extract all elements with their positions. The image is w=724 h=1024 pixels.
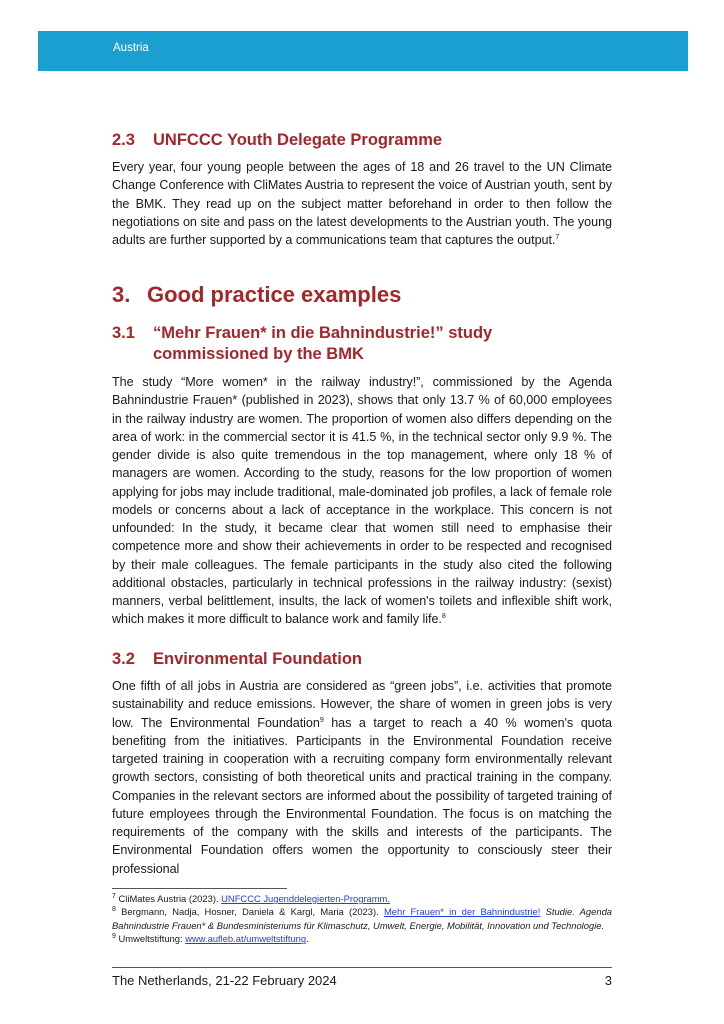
footnote-text: CliMates Austria (2023). <box>115 893 222 904</box>
section-3-heading <box>112 281 612 309</box>
section-3-1-paragraph <box>112 373 612 629</box>
section-2-3-paragraph <box>112 158 612 249</box>
section-2-3 <box>112 129 612 249</box>
section-3 <box>112 281 612 309</box>
footnote-link[interactable]: www.aufleb.at/umweltstiftung <box>185 933 307 945</box>
section-number: 2.3 <box>112 131 135 149</box>
section-number: 3.2 <box>112 650 135 668</box>
footnote-text-end: . <box>306 933 309 945</box>
footnote-text: Umweltstiftung: <box>115 933 186 945</box>
paragraph-text: The study “More women* in the railway industry!”, commissioned by the Agenda Bahnindustrie Frauen* (published in 2023), shows that only 13.7 % of 60,000 employees in the railway industry are women. The proportion of women also differs depending on the area of work: in the commercial sector it is 41.5 %, in the technical sector only 9.9 %. The gender divide is also quite tremendous in the top management, where only 18 % of managers are women. According to the study, reasons for the low proportion of women applying for jobs may include traditional, male-dominated job profiles, a lack of female role models or concerns about a lack of acceptance in the workplace. This concern is not unfounded: In the study, it became clear that women still need to emphasise their competence more and show their achievements in order to be respected and recognised by their male colleagues. The female participants in the study also cited the following additional obstacles, particularly in technical professions in the railway industry: (sexist) manners, verbal belittlement, insults, the lack of women's toilets and inflexible shift work, which makes it more difficult to balance work and family life. <box>112 375 612 627</box>
footnote-number: 9 <box>112 933 116 941</box>
paragraph-text-a: One fifth of all jobs in Austria are considered as “green jobs”, i.e. activities that promote sustainability and reduce emissions. However, the share of women in green jobs is very low. The Environmental Foundation <box>112 679 612 730</box>
footnote-number: 7 <box>112 892 116 900</box>
footnote-ref-7[interactable]: 7 <box>555 233 560 241</box>
section-title: Good practice examples <box>147 282 402 307</box>
footnote-link[interactable]: Mehr Frauen* in der Bahnindustrie! <box>383 906 541 918</box>
footnote-ref-9[interactable]: 9 <box>319 716 324 724</box>
section-number: 3.1 <box>112 324 135 342</box>
section-title: Environmental Foundation <box>153 650 362 668</box>
footnote-ref-8[interactable]: 8 <box>441 613 446 621</box>
section-3-1 <box>112 323 612 629</box>
footer-divider <box>112 967 612 968</box>
section-3-1-heading <box>112 323 612 365</box>
footnote-link[interactable]: UNFCCC Jugenddelegierten-Programm. <box>221 893 390 904</box>
footnotes <box>112 892 612 946</box>
footnote-italic-text: Studie. Agenda Bahnindustrie Frauen* & Bundesministeriums für Klimaschutz, Umwelt, Energie, Mobilität, Innovation und Technologie. <box>112 906 612 931</box>
section-title: UNFCCC Youth Delegate Programme <box>153 131 443 149</box>
section-2-3-heading <box>112 129 612 151</box>
footnote-8 <box>112 905 612 932</box>
header-country-label: Austria <box>113 42 149 54</box>
section-3-2 <box>112 648 612 878</box>
footnote-9 <box>112 932 612 945</box>
footnote-number: 8 <box>112 906 116 914</box>
footer-event-text: The Netherlands, 21-22 February 2024 <box>112 973 337 988</box>
header-bar <box>38 31 688 71</box>
section-number: 3. <box>112 282 131 307</box>
section-3-2-paragraph <box>112 677 612 878</box>
section-title: “Mehr Frauen* in die Bahnindustrie!” study commissioned by the BMK <box>153 324 493 363</box>
page-number: 3 <box>604 973 612 988</box>
footnote-text: Bergmann, Nadja, Hosner, Daniela & Kargl, Maria (2023). <box>115 906 384 918</box>
paragraph-text-b: has a target to reach a 40 % women's quota benefiting from the initiatives. Participants in the Environmental Foundation receive targeted training in cooperation with a recruiting company form environmentally relevant growth sectors, consisting of both theoretical units and practical training in the company. Companies in the relevant sectors are informed about the possibility of targeted training of future employees through the Environmental Foundation. The focus is on matching the requirements of the company with the skills and interests of the participants. The Environmental Foundation offers women the opportunity to consciously steer their professional <box>112 715 612 876</box>
footnote-7 <box>112 892 612 905</box>
footnote-divider <box>112 888 287 889</box>
paragraph-text: Every year, four young people between the ages of 18 and 26 travel to the UN Climate Change Conference with CliMates Austria to represent the voice of Austrian youth, sent by the BMK. They read up on the subject matter beforehand in order to then follow the negotiations on site and pass on the latest developments to the Austrian youth. The young adults are further supported by a communications team that captures the output. <box>112 160 612 247</box>
section-3-2-heading <box>112 648 612 670</box>
